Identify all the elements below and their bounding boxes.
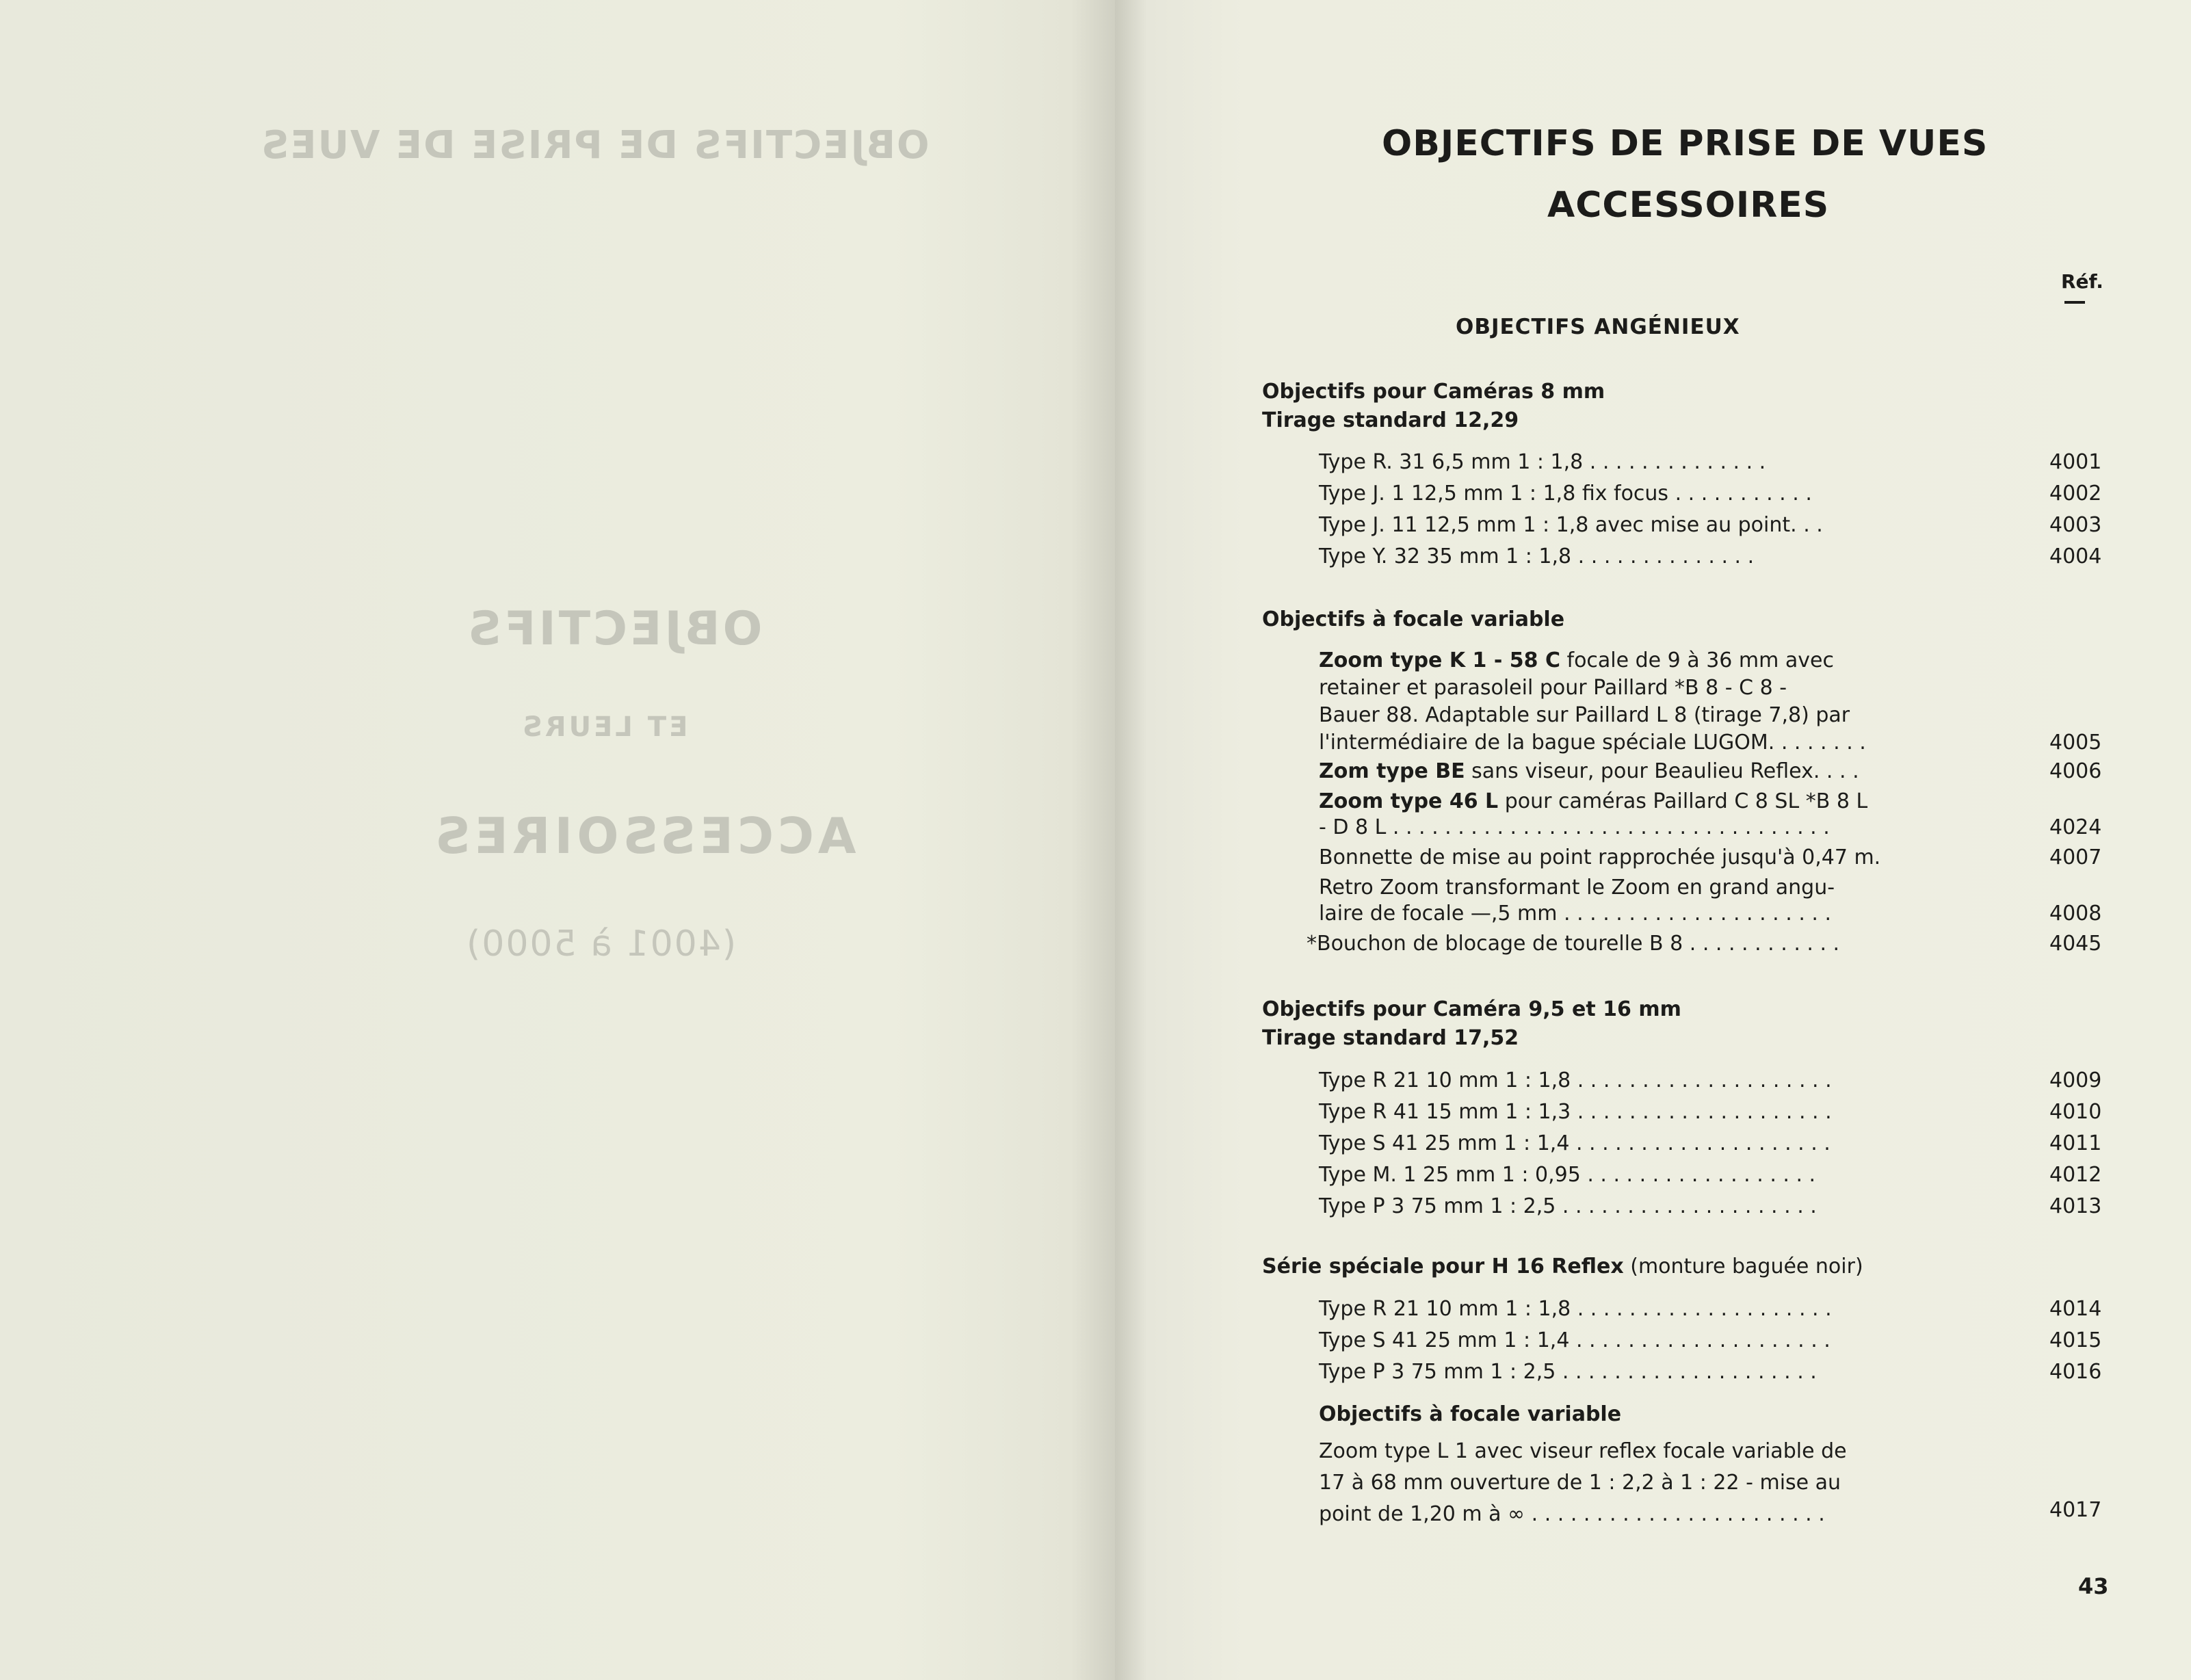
- catalog-ref: 4006: [2049, 759, 2102, 783]
- zoom-l1-line-3: point de 1,20 m à ∞ . . . . . . . . . . . . . . . . . . . . . . .: [1319, 1502, 1825, 1526]
- catalog-ref: 4009: [2049, 1068, 2102, 1092]
- right-page: [1115, 0, 2191, 1680]
- group-subheading: Tirage standard 12,29: [1262, 408, 1519, 432]
- catalog-ref: 4014: [2049, 1297, 2102, 1321]
- retro-zoom-line-2: laire de focale —,5 mm . . . . . . . . . . . . . . . . . . . . .: [1319, 902, 1832, 926]
- zoom-k1-line-4: l'intermédiaire de la bague spéciale LUGOM. . . . . . . .: [1319, 731, 1866, 754]
- zoom-k1-desc: focale de 9 à 36 mm avec: [1560, 648, 1834, 672]
- catalog-ref: 4010: [2049, 1100, 2102, 1124]
- ref-header-underline: [2064, 301, 2085, 304]
- group-heading: Objectifs à focale variable: [1262, 607, 1565, 631]
- catalog-item: Type Y. 32 35 mm 1 : 1,8 . . . . . . . . . . . . . .: [1319, 544, 1755, 568]
- series-name: Série spéciale pour H 16 Reflex: [1262, 1255, 1624, 1278]
- catalog-ref: 4017: [2049, 1498, 2102, 1522]
- catalog-ref: 4005: [2049, 731, 2102, 754]
- catalog-item: Type R 21 10 mm 1 : 1,8 . . . . . . . . . . . . . . . . . . . .: [1319, 1297, 1832, 1321]
- catalog-ref: 4013: [2049, 1194, 2102, 1218]
- zoom-be-desc: sans viseur, pour Beaulieu Reflex. . . .: [1465, 759, 1859, 783]
- catalog-ref: 4045: [2049, 932, 2102, 956]
- zoom-l1-line-2: 17 à 68 mm ouverture de 1 : 2,2 à 1 : 22 - mise au: [1319, 1471, 1841, 1495]
- bonnette-line: Bonnette de mise au point rapprochée jusqu'à 0,47 m.: [1319, 845, 1881, 869]
- page-title-line-2: ACCESSOIRES: [1547, 185, 1830, 226]
- zoom-46l-line-1: [1319, 789, 1867, 813]
- catalog-ref: 4012: [2049, 1163, 2102, 1187]
- catalog-ref: 4001: [2049, 450, 2102, 474]
- section-title: OBJECTIFS ANGÉNIEUX: [1456, 315, 1740, 339]
- page-number: 43: [2078, 1573, 2109, 1599]
- ref-column-header: Réf.: [2061, 270, 2103, 293]
- catalog-item: Type J. 11 12,5 mm 1 : 1,8 avec mise au point. . .: [1319, 513, 1823, 537]
- bleed-through-line-1: OBJECTIFS: [465, 602, 763, 656]
- zoom-46l-line-2: - D 8 L . . . . . . . . . . . . . . . . . . . . . . . . . . . . . . . . . .: [1319, 815, 1830, 839]
- catalog-item: Type S 41 25 mm 1 : 1,4 . . . . . . . . . . . . . . . . . . . .: [1319, 1328, 1831, 1352]
- catalog-item: Type R 21 10 mm 1 : 1,8 . . . . . . . . . . . . . . . . . . . .: [1319, 1068, 1832, 1092]
- catalog-ref: 4003: [2049, 513, 2102, 537]
- catalog-ref: 4015: [2049, 1328, 2102, 1352]
- group-heading: Objectifs à focale variable: [1319, 1402, 1622, 1426]
- catalog-ref: 4004: [2049, 544, 2102, 568]
- catalog-ref: 4007: [2049, 845, 2102, 869]
- catalog-ref: 4016: [2049, 1360, 2102, 1384]
- zoom-46l-desc: pour caméras Paillard C 8 SL *B 8 L: [1498, 789, 1868, 813]
- catalog-ref: 4011: [2049, 1131, 2102, 1155]
- catalog-item: Type J. 1 12,5 mm 1 : 1,8 fix focus . . . . . . . . . . .: [1319, 482, 1812, 506]
- catalog-item: Type P 3 75 mm 1 : 2,5 . . . . . . . . . . . . . . . . . . . .: [1319, 1360, 1817, 1384]
- zoom-k1-name: Zoom type K 1 - 58 C: [1319, 648, 1560, 672]
- bleed-through-title: OBJECTIFS DE PRISE DE VUES: [260, 123, 930, 168]
- catalog-ref: 4024: [2049, 815, 2102, 839]
- bouchon-line: *Bouchon de blocage de tourelle B 8 . . . . . . . . . . . .: [1307, 932, 1840, 956]
- catalog-item: Type R 41 15 mm 1 : 1,3 . . . . . . . . . . . . . . . . . . . .: [1319, 1100, 1832, 1124]
- zoom-k1-line-2: retainer et parasoleil pour Paillard *B 8 - C 8 -: [1319, 676, 1787, 700]
- catalog-item: Type P 3 75 mm 1 : 2,5 . . . . . . . . . . . . . . . . . . . .: [1319, 1194, 1817, 1218]
- catalog-item: Type R. 31 6,5 mm 1 : 1,8 . . . . . . . . . . . . . .: [1319, 450, 1766, 474]
- group-heading: Objectifs pour Caméra 9,5 et 16 mm: [1262, 997, 1681, 1021]
- zoom-l1-line-1: Zoom type L 1 avec viseur reflex focale variable de: [1319, 1439, 1847, 1463]
- catalog-ref: 4008: [2049, 902, 2102, 926]
- group-heading: [1262, 1255, 1863, 1278]
- bleed-through-line-4: (4001 à 5000): [465, 923, 737, 964]
- series-note: (monture baguée noir): [1623, 1255, 1863, 1278]
- bleed-through-line-2: ET LEURS: [520, 711, 688, 743]
- zoom-be-line: [1319, 759, 1859, 783]
- retro-zoom-line-1: Retro Zoom transformant le Zoom en grand angu-: [1319, 876, 1835, 900]
- catalog-ref: 4002: [2049, 482, 2102, 506]
- zoom-46l-name: Zoom type 46 L: [1319, 789, 1499, 813]
- zoom-k1-line-1: [1319, 648, 1834, 672]
- group-subheading: Tirage standard 17,52: [1262, 1026, 1519, 1050]
- group-heading: Objectifs pour Caméras 8 mm: [1262, 380, 1605, 404]
- zoom-be-name: Zom type BE: [1319, 759, 1465, 783]
- catalog-item: Type M. 1 25 mm 1 : 0,95 . . . . . . . . . . . . . . . . . .: [1319, 1163, 1816, 1187]
- page-title-line-1: OBJECTIFS DE PRISE DE VUES: [1382, 123, 1989, 164]
- zoom-k1-line-3: Bauer 88. Adaptable sur Paillard L 8 (tirage 7,8) par: [1319, 703, 1850, 727]
- catalog-item: Type S 41 25 mm 1 : 1,4 . . . . . . . . . . . . . . . . . . . .: [1319, 1131, 1831, 1155]
- bleed-through-line-3: ACCESSOIRES: [431, 807, 856, 865]
